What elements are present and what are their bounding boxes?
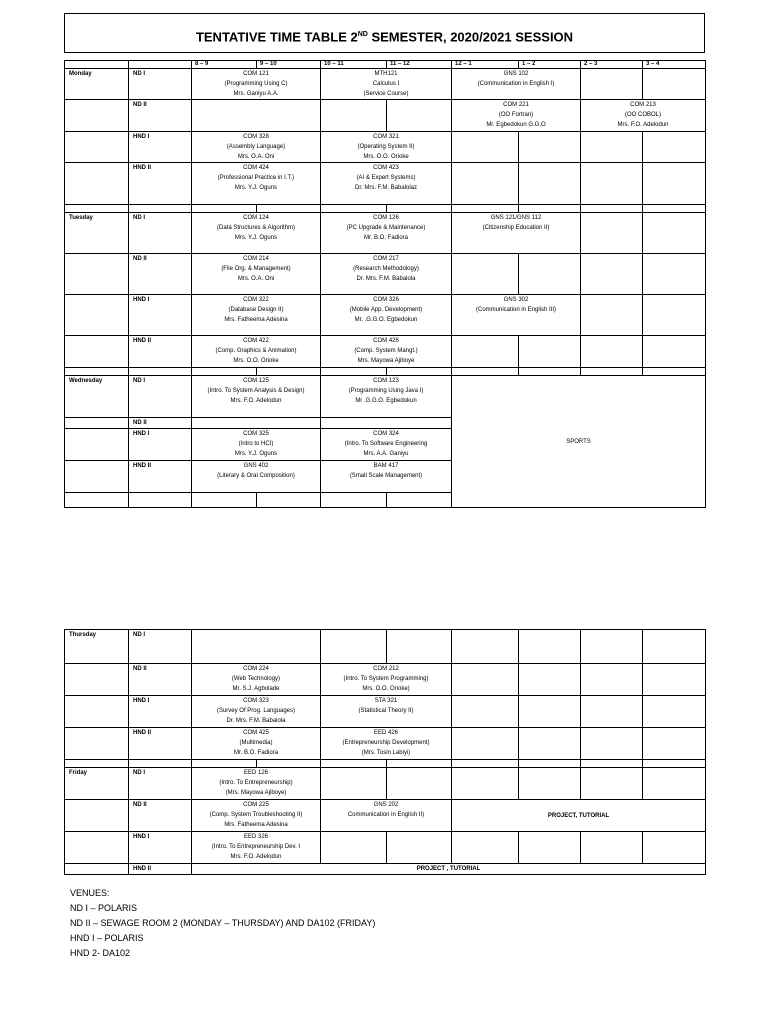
venues-block [70,886,375,961]
venue-line: ND II – SEWAGE ROOM 2 (MONDAY – THURSDAY) AND DA102 (FRIDAY) [70,918,376,928]
empty-cell [452,254,519,295]
table-row [65,132,706,163]
course-lecturer: Mrs. O.A. Oni [237,154,275,160]
table-row [65,295,706,336]
course-code: COM 321 [373,134,399,140]
empty-cell [643,213,706,254]
course-lecturer: Mrs. O.O. Orioke [363,154,409,160]
class-label: ND II [129,800,192,832]
empty-cell [65,864,129,875]
empty-cell [581,728,643,760]
empty-cell [519,768,581,800]
course-lecturer: Mrs. O.A. Oni [237,276,275,282]
empty-cell [65,295,129,336]
course-lecturer: Mrs. A.A. Ganiyu [363,451,409,457]
empty-cell [581,336,643,368]
course-lecturer: Mr. S.J. Agbolade [232,686,280,692]
course-cell [321,376,452,418]
course-lecturer: Mr .G.G.O. Egbedokun [355,398,417,404]
course-cell [192,163,321,205]
empty-cell [643,728,706,760]
class-label: ND II [129,418,192,429]
course-title: (Web Technology) [231,676,281,682]
empty-cell [643,254,706,295]
course-code: MTH121 [374,71,398,77]
header-row [65,61,706,69]
empty-cell [65,336,129,368]
empty-cell [65,493,129,508]
empty-cell [643,132,706,163]
course-cell [452,295,581,336]
empty-cell [519,832,581,864]
table-row [65,376,706,418]
class-label: HND I [129,832,192,864]
project-tutorial-cell: PROJECT , TUTORIAL [192,864,706,875]
course-cell [581,100,706,132]
course-lecturer: Mrs. F.O. Adelodun [617,122,669,128]
class-label: HND I [129,295,192,336]
empty-cell [452,132,519,163]
course-lecturer: Mrs. Fatheema Adesina [224,317,288,323]
project-tutorial-cell: PROJECT, TUTORIAL [452,800,706,832]
course-code: COM 224 [243,666,269,672]
course-cell [452,100,581,132]
empty-cell [581,163,643,205]
course-cell [321,295,452,336]
course-code: GNS 302 [503,297,529,303]
course-cell [192,664,321,696]
course-title: (AI & Expert Systems) [356,175,416,181]
day-label: Tuesday [65,213,129,254]
table-row [65,832,706,864]
empty-cell [643,664,706,696]
course-title: (Intro to HCI) [238,441,274,447]
empty-cell [581,768,643,800]
table-row [65,100,706,132]
course-code: COM 424 [243,165,269,171]
empty-cell [452,832,519,864]
course-title: (Programming Using Java I) [348,388,424,394]
course-title: (Intro. To Entrepreneurship) [219,780,293,786]
empty-cell [581,254,643,295]
header-time: 1 – 2 [519,61,581,69]
course-code: COM 425 [243,730,269,736]
empty-cell [257,493,321,508]
course-lecturer: Mr. B.O. Fadiora [363,235,408,241]
course-title: Communication in English II) [347,812,425,818]
course-title: (OO Fortran) [498,112,534,118]
course-cell [192,254,321,295]
empty-cell [452,728,519,760]
course-code: COM 212 [373,666,399,672]
empty-cell [452,664,519,696]
course-code: COM 123 [373,378,399,384]
course-cell [192,336,321,368]
table-row [65,630,706,664]
course-lecturer: (Service Course) [363,91,409,97]
course-lecturer: Mrs. Y.J. Oguns [234,451,278,457]
table-row [65,664,706,696]
spacer-row [65,205,706,213]
course-code: COM 426 [373,338,399,344]
course-title: Calculus I [372,81,400,87]
class-label: HND I [129,132,192,163]
empty-cell [321,493,387,508]
course-cell [321,800,452,832]
empty-cell [581,664,643,696]
spacer-row [65,368,706,376]
title-main: TENTATIVE TIME TABLE 2 [195,29,358,45]
course-code: COM 125 [243,378,269,384]
empty-cell [581,630,643,664]
course-lecturer: Mrs. F.O. Adelodun [230,854,282,860]
day-label: Thursday [65,630,129,664]
course-code: COM 121 [243,71,269,77]
venue-line: HND 2- DA102 [70,948,131,958]
table-row [65,163,706,205]
course-lecturer: Mrs. Ganiyu A.A. [233,91,279,97]
course-cell [321,254,452,295]
sports-cell: SPORTS [452,376,706,508]
empty-cell [643,69,706,100]
course-lecturer: (Mrs. Mayowa Ajiboye) [225,790,287,796]
empty-cell [192,100,321,132]
empty-cell [129,493,192,508]
empty-cell [519,254,581,295]
title-box [64,13,705,53]
empty-cell [452,336,519,368]
empty-cell [387,832,452,864]
empty-cell [387,100,452,132]
class-label: HND II [129,163,192,205]
empty-cell [643,696,706,728]
header-time: 11 – 12 [387,61,452,69]
spacer-row [65,760,706,768]
course-cell [192,213,321,254]
course-cell [192,768,321,800]
empty-cell [65,429,129,461]
empty-cell [65,254,129,295]
empty-cell [581,295,643,336]
table-row [65,864,706,875]
empty-cell [581,132,643,163]
table-row [65,696,706,728]
course-title: (Programming Using C) [224,81,288,87]
course-code: EED 326 [243,834,268,840]
course-title: (Comp. System Troubleshooting II) [209,812,303,818]
empty-cell [321,630,387,664]
course-code: COM 324 [373,431,399,437]
course-code: GNS 102 [503,71,529,77]
header-time: 3 – 4 [643,61,706,69]
course-lecturer: Mr. .G.G.O. Egbedokun [354,317,418,323]
course-cell [321,213,452,254]
class-label: ND I [129,69,192,100]
empty-cell [519,696,581,728]
course-title: (Intro. To Software Engineering [344,441,428,447]
course-title: (Professional Practice in I.T.) [217,175,295,181]
course-title: (Comp. System Mangt.) [354,348,418,354]
table-row [65,213,706,254]
empty-cell [519,630,581,664]
course-title: (PC Upgrade & Maintenance) [346,225,426,231]
empty-cell [519,664,581,696]
class-label: HND II [129,728,192,760]
course-cell [192,696,321,728]
course-cell [321,664,452,696]
course-title: (OO COBOL) [624,112,661,118]
course-lecturer: Mrs. F.O. Adelodun [230,398,282,404]
course-code: COM 323 [243,698,269,704]
empty-cell [321,100,387,132]
course-title: (Operating System II) [357,144,415,150]
empty-cell [65,100,129,132]
course-lecturer: Mrs. Mayowa Ajiboye [357,358,415,364]
empty-cell [387,630,452,664]
course-code: BAM 417 [373,463,399,469]
course-code: COM 213 [630,102,656,108]
course-title: (Mobile App. Development) [349,307,423,313]
course-cell [192,376,321,418]
empty-cell [643,295,706,336]
course-title: (Statistical Theory II) [358,708,414,714]
course-code: COM 325 [243,431,269,437]
course-lecturer: (Mrs. Tosin Labiyi) [361,750,411,756]
course-cell [192,461,321,493]
course-title: (Multimedia) [239,740,273,746]
empty-cell [581,213,643,254]
course-title: (Entrepreneurship Development) [342,740,430,746]
empty-cell [643,336,706,368]
course-cell [321,336,452,368]
course-code: COM 326 [373,297,399,303]
course-title: (Research Methodology) [353,266,419,272]
empty-cell [192,418,321,429]
course-code: EED 126 [243,770,268,776]
course-cell [321,728,452,760]
page-title [65,28,704,44]
course-title: (Intro. To System Analysis & Design) [207,388,305,394]
day-label: Wednesday [65,376,129,418]
course-lecturer: Mr. B.O. Fadiora [233,750,278,756]
empty-cell [65,664,129,696]
course-title: (Assembly Language) [226,144,286,150]
course-cell [192,132,321,163]
table-row [65,728,706,760]
empty-cell [65,696,129,728]
course-lecturer: Mrs. O.O. Orioke) [362,686,410,692]
empty-cell [65,418,129,429]
class-label: HND II [129,461,192,493]
course-code: COM 217 [373,256,399,262]
table-row [65,254,706,295]
course-title: (Citizenship Education II) [482,225,550,231]
empty-cell [387,768,452,800]
course-cell [192,429,321,461]
day-label: Monday [65,69,129,100]
table-row [65,336,706,368]
course-title: (Literary & Oral Composition) [217,473,295,479]
empty-cell [321,418,452,429]
course-lecturer: Mrs. O.O. Orioke [233,358,279,364]
class-label: HND I [129,696,192,728]
course-cell [321,69,452,100]
course-title: (File Org. & Management) [221,266,291,272]
course-cell [321,696,452,728]
course-cell [452,69,581,100]
course-code: COM 423 [373,165,399,171]
empty-cell [65,832,129,864]
course-cell [192,800,321,832]
course-lecturer: Dr. Mrs. F.M. Babalola [356,276,416,282]
empty-cell [519,163,581,205]
course-cell [452,213,581,254]
empty-cell [519,132,581,163]
course-lecturer: Dr. Mrs. F.M. Babalola [226,718,286,724]
title-superscript: ND [357,31,368,38]
title-rest: SEMESTER, 2020/2021 SESSION [367,29,574,45]
course-code: COM 422 [243,338,269,344]
class-label: ND I [129,376,192,418]
course-code: COM 214 [243,256,269,262]
venue-line: ND I – POLARIS [70,903,138,913]
class-label: HND I [129,429,192,461]
course-cell [192,69,321,100]
empty-cell [65,728,129,760]
course-title: (Communication in English I) [477,81,555,87]
header-time: 12 – 1 [452,61,519,69]
course-title: (Intro. To Entrepreneurship Dev. I [211,844,301,850]
course-cell [192,728,321,760]
class-label: HND II [129,864,192,875]
course-lecturer: Mr. Egbedokun G.G.O [486,122,546,128]
course-title: (Comp. Graphics & Animation) [215,348,297,354]
course-cell [321,132,452,163]
header-time: 10 – 11 [321,61,387,69]
empty-cell [192,493,257,508]
course-title: (Small Scale Management) [349,473,423,479]
empty-cell [65,132,129,163]
empty-cell [581,69,643,100]
header-time: 2 – 3 [581,61,643,69]
course-lecturer: Mrs. Y.J. Oguns [234,185,278,191]
course-code: COM 225 [243,802,269,808]
empty-cell [452,630,519,664]
course-code: GNS 402 [243,463,269,469]
empty-cell [192,630,321,664]
course-lecturer: Mrs. Y.J. Oguns [234,235,278,241]
course-code: GNS 202 [373,802,399,808]
course-cell [321,163,452,205]
course-cell [321,461,452,493]
empty-cell [581,696,643,728]
day-label: Friday [65,768,129,800]
venue-line: HND I – POLARIS [70,933,144,943]
empty-cell [452,768,519,800]
empty-cell [65,461,129,493]
class-label: ND I [129,213,192,254]
table-row [65,69,706,100]
course-title: (Database Design II) [228,307,284,313]
empty-cell [65,163,129,205]
course-title: (Communication in English III) [475,307,557,313]
venues-heading: VENUES: [70,888,110,898]
timetable-part-1 [64,60,706,508]
empty-cell [643,163,706,205]
course-lecturer: Mrs. Fatheema Adesina [224,822,288,828]
header-time: 9 – 10 [257,61,321,69]
empty-cell [643,832,706,864]
course-cell [192,295,321,336]
class-label: ND II [129,664,192,696]
course-code: COM 221 [503,102,529,108]
class-label: HND II [129,336,192,368]
empty-cell [643,768,706,800]
timetable-part-2 [64,629,706,875]
empty-cell [452,696,519,728]
course-cell [321,429,452,461]
header-blank [65,61,129,69]
empty-cell [581,832,643,864]
course-code: STA 321 [374,698,398,704]
course-title: (Data Structures & Algorithm) [216,225,296,231]
class-label: ND II [129,254,192,295]
course-code: GNS 121/GNS 112 [490,215,542,221]
course-lecturer: Dr. Mrs. F.M. Babalolaz [354,185,417,191]
empty-cell [519,336,581,368]
empty-cell [643,630,706,664]
empty-cell [387,493,452,508]
course-cell [192,832,321,864]
empty-cell [321,768,387,800]
course-title: (Survey Of Prog. Languages) [216,708,296,714]
table-row [65,768,706,800]
course-code: COM 126 [373,215,399,221]
course-code: COM 328 [243,134,269,140]
course-title: (Intro. To System Programming) [343,676,429,682]
course-code: COM 124 [243,215,269,221]
course-code: COM 322 [243,297,269,303]
table-row [65,800,706,832]
empty-cell [65,800,129,832]
course-code: EED 426 [373,730,398,736]
class-label: ND I [129,630,192,664]
empty-cell [519,728,581,760]
empty-cell [452,163,519,205]
empty-cell [321,832,387,864]
class-label: ND II [129,100,192,132]
class-label: ND I [129,768,192,800]
header-time: 8 – 9 [192,61,257,69]
header-blank [129,61,192,69]
